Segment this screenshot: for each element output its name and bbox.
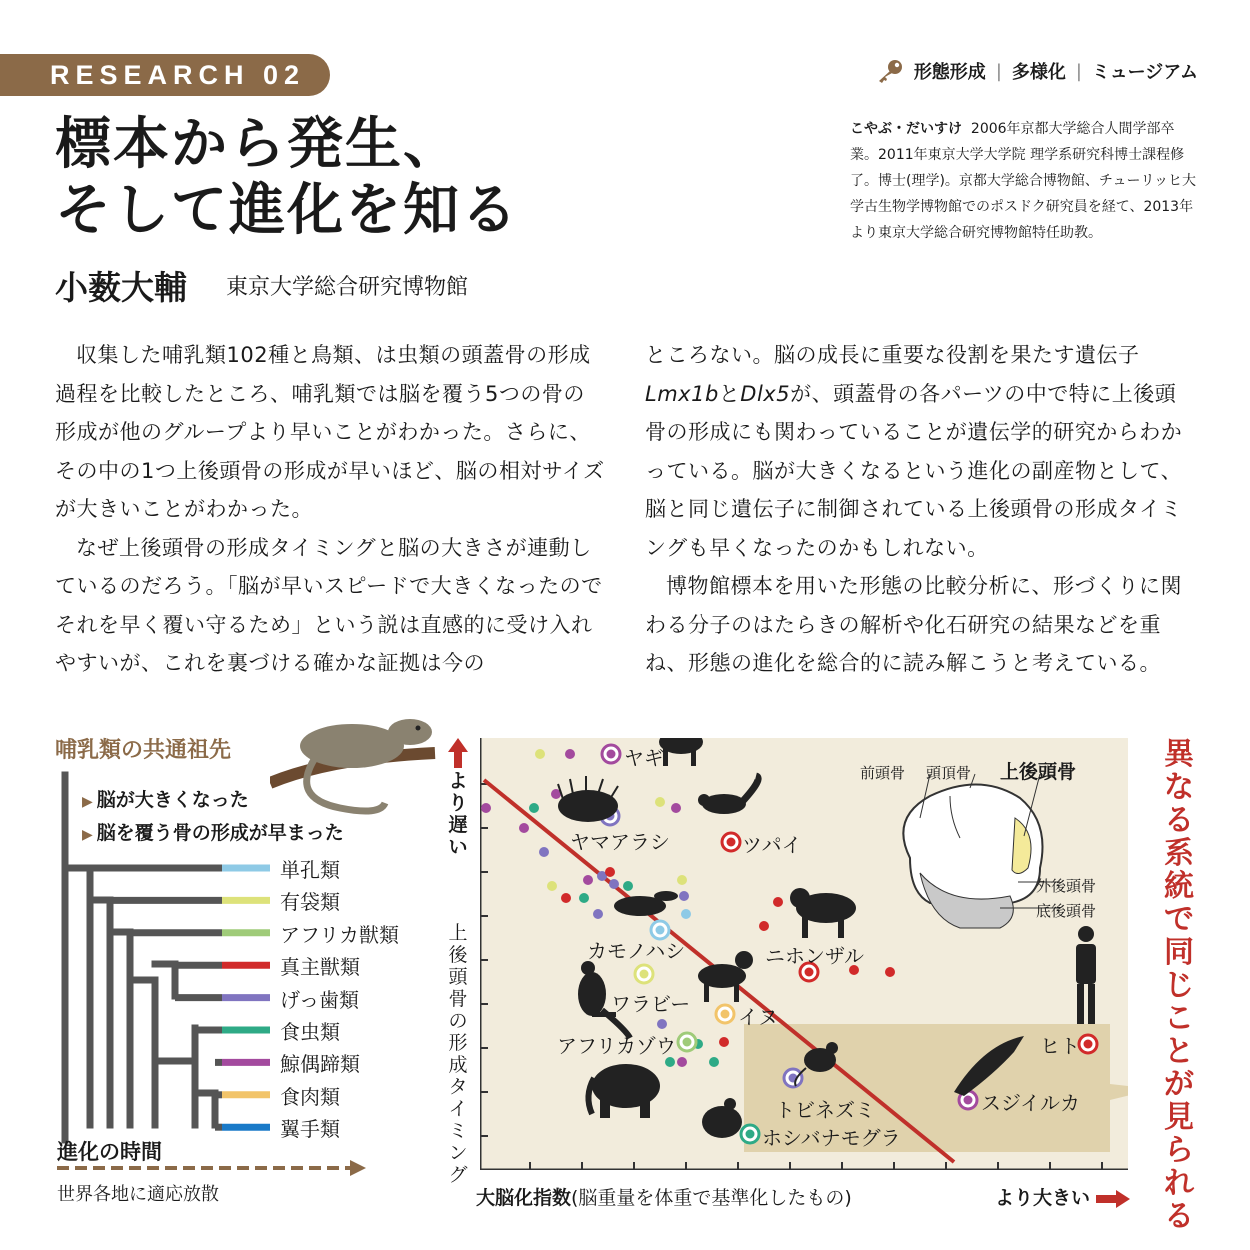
highlighted-species-center — [964, 1096, 973, 1105]
data-point — [679, 891, 689, 901]
group-label: 食虫類 — [280, 1020, 340, 1044]
highlighted-species-center — [640, 970, 649, 979]
label-platypus: カモノハシ — [587, 939, 686, 963]
data-point — [681, 909, 691, 919]
paragraph: なぜ上後頭骨の形成タイミングと脳の大きさが連動しているのだろう。「脳が早いスピードで大きくなったのでそれを早く覆い守るため」という説は直感的に受け入れやすいが、これを裏づける確かな証拠は今の — [55, 535, 603, 675]
time-label: 進化の時間 — [57, 1140, 162, 1164]
group-label: アフリカ獣類 — [280, 922, 399, 947]
radiation-label: 世界各地に適応放散 — [57, 1184, 219, 1205]
highlighted-species-center — [721, 1010, 730, 1019]
data-point — [609, 879, 619, 889]
label-parietal: 頭頂骨 — [926, 764, 972, 782]
tree-title: 哺乳類の共通祖先 — [55, 738, 232, 763]
tag-1: 形態形成 — [913, 62, 986, 83]
data-point — [759, 921, 769, 931]
group-label: 単孔類 — [280, 858, 340, 882]
author-bio — [850, 116, 1200, 246]
label-human: ヒト — [1040, 1034, 1080, 1058]
data-point — [709, 1057, 719, 1067]
data-point — [623, 881, 633, 891]
paragraph: 博物館標本を用いた形態の比較分析に、形づくりに関わる分子のはたらきの解析や化石研究の結果などを重ね、形態の進化を総合的に読み解こうと考えている。 — [645, 574, 1182, 675]
label-dolphin: スジイルカ — [981, 1091, 1080, 1115]
highlighted-species-center — [656, 926, 665, 935]
label-goat: ヤギ — [624, 746, 664, 770]
label-mole: ホシバナモグラ — [762, 1126, 901, 1150]
data-point — [547, 881, 557, 891]
data-point — [539, 847, 549, 857]
highlighted-species-center — [746, 1130, 755, 1139]
label-supraoccipital: 上後頭骨 — [1000, 761, 1077, 783]
y-axis-label: 上後頭骨の形成タイミング — [448, 922, 468, 1186]
x-axis-label: 大脳化指数(脳重量を体重で基準化したもの) — [476, 1187, 852, 1209]
group-label: 食肉類 — [280, 1084, 340, 1109]
data-point — [655, 797, 665, 807]
label-porcupine: ヤマアラシ — [570, 830, 670, 854]
data-point — [773, 897, 783, 907]
title-line-1: 標本から発生、 — [55, 112, 461, 177]
group-label: 鯨偶蹄類 — [280, 1052, 360, 1077]
data-point — [583, 875, 593, 885]
gene-name: Dlx5 — [740, 381, 791, 406]
tag-3: ミュージアム — [1091, 62, 1198, 83]
data-point — [593, 909, 603, 919]
label-basioccipital: 底後頭骨 — [1036, 902, 1097, 920]
y-axis-top-label: より遅い — [448, 770, 468, 858]
author-name: 小薮大輔 — [55, 268, 187, 307]
side-caption: 異なる系統で同じことが見られる — [1164, 737, 1194, 1234]
data-point — [519, 823, 529, 833]
x-axis-right-label: より大きい — [995, 1183, 1130, 1210]
data-point — [677, 1057, 687, 1067]
title-line-2: そして進化を知る — [55, 178, 519, 243]
data-point — [605, 867, 615, 877]
data-point — [885, 967, 895, 977]
phylogenetic-tree — [0, 0, 450, 1250]
tree-note-2: ▶ 脳を覆う骨の形成が早まった — [82, 822, 344, 844]
data-point — [561, 893, 571, 903]
x-axis-arrow — [1096, 1190, 1130, 1208]
data-point — [529, 803, 539, 813]
highlighted-species-center — [683, 1038, 692, 1047]
paragraph: ところない。脳の成長に重要な役割を果たす遺伝子Lmx1bとDlx5が、頭蓋骨の各パーツの中で特に上後頭骨の形成にも関わっていることが遺伝学的研究からわかっている。脳が大きくなるという進化の副産物として、脳と同じ遺伝子に制御されている上後頭骨の形成タイミングも早くなったのかもしれない。 — [645, 343, 1183, 560]
body-column-2 — [645, 336, 1195, 683]
data-point — [565, 749, 575, 759]
group-label: 有袋類 — [280, 890, 340, 915]
data-point — [677, 875, 687, 885]
research-badge: RESEARCH 02 — [0, 54, 330, 96]
data-point — [579, 893, 589, 903]
data-point — [535, 749, 545, 759]
tag-2: 多様化 — [1011, 62, 1066, 83]
data-point — [657, 1019, 667, 1029]
highlighted-species-center — [607, 750, 616, 759]
author-affiliation: 東京大学総合研究博物館 — [226, 275, 469, 300]
gene-name: Lmx1b — [645, 381, 719, 406]
highlighted-species-center — [727, 838, 736, 847]
bio-name: こやぶ・だいすけ — [850, 121, 962, 137]
label-macaque: ニホンザル — [765, 944, 864, 968]
label-elephant: アフリカゾウ — [557, 1034, 676, 1058]
group-label: 翼手類 — [280, 1117, 340, 1142]
tree-note-1: ▶ 脳が大きくなった — [82, 789, 249, 811]
label-dog: イヌ — [738, 1005, 778, 1029]
label-exoccipital: 外後頭骨 — [1036, 877, 1097, 895]
y-axis-arrow — [448, 738, 468, 768]
data-point — [671, 803, 681, 813]
label-treeshrew: ツパイ — [742, 833, 802, 857]
highlighted-species-center — [1084, 1040, 1093, 1049]
label-wallaby: ワラビー — [611, 992, 691, 1016]
paragraph: 収集した哺乳類102種と鳥類、は虫類の頭蓋骨の形成過程を比較したところ、哺乳類では脳を覆う5つの骨の形成が他のグループより早いことがわかった。さらに、その中の1つ上後頭骨の形成が早いほど、脳の相対サイズが大きいことがわかった。 — [55, 343, 605, 521]
data-point — [719, 1037, 729, 1047]
topic-tags: 形態形成 | 多様化 | ミュージアム — [876, 58, 1198, 84]
group-label: 真主獣類 — [280, 955, 360, 980]
label-jerboa: トビネズミ — [775, 1098, 875, 1122]
bio-text: 2006年京都大学総合人間学部卒業。2011年東京大学大学院 理学系研究科博士課程修了。博士(理学)。京都大学総合博物館、チューリッヒ大学古生物学博物館でのポスドク研究員を経て、2013年より東京大学総合研究博物館特任助教。 — [850, 121, 1196, 241]
label-frontal: 前頭骨 — [860, 764, 906, 782]
key-icon — [876, 59, 904, 83]
group-label: げっ歯類 — [280, 987, 359, 1012]
data-point — [481, 803, 491, 813]
